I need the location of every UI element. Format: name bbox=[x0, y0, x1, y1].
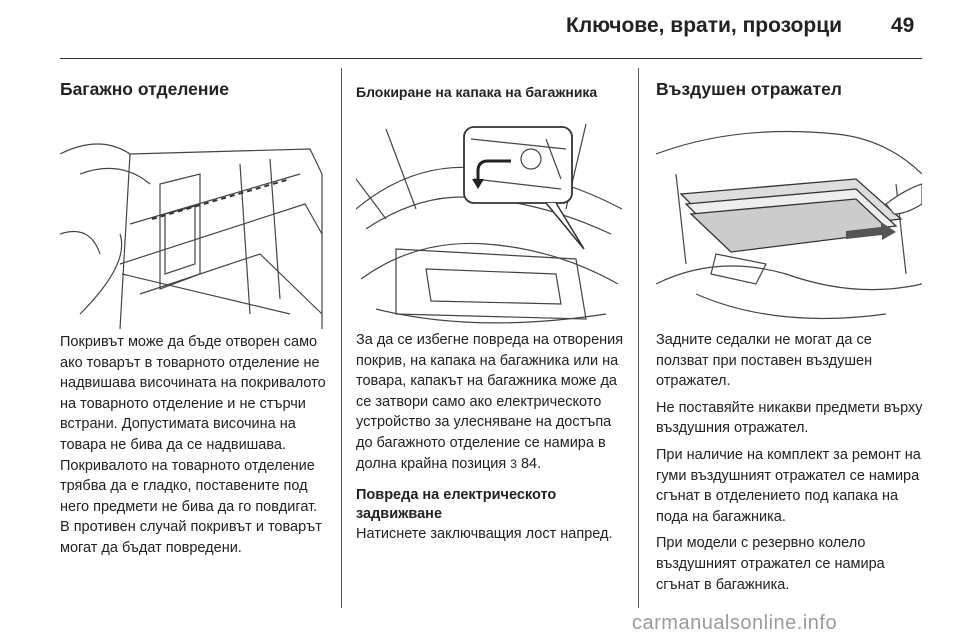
watermark: carmanualsonline.info bbox=[632, 612, 838, 634]
page-number: 49 bbox=[891, 14, 915, 37]
page-header-title: Ключове, врати, прозорци bbox=[566, 14, 843, 37]
section-wind-deflector-body bbox=[656, 330, 926, 601]
page-reference[interactable]: 84. bbox=[520, 455, 542, 472]
header-rule bbox=[60, 58, 922, 59]
paragraph: При наличие на комплект за ремонт на гуми въздушният отражател се намира сгънат в отделението под капака на пода на багажника. bbox=[656, 446, 921, 525]
paragraph: Натиснете заключващия лост напред. bbox=[356, 526, 613, 543]
trunk-cover-illustration-icon bbox=[60, 114, 326, 329]
section-title: Багажно отделение bbox=[60, 79, 229, 99]
column-divider-1 bbox=[341, 68, 342, 608]
wind-deflector-illustration-icon bbox=[656, 114, 922, 329]
section-title: Блокиране на капака на багажника bbox=[356, 84, 598, 100]
paragraph bbox=[356, 330, 626, 474]
section-trunk-lid-lock bbox=[356, 68, 626, 339]
section-title: Въздушен отражател bbox=[656, 79, 842, 99]
section-trunk-body bbox=[60, 332, 330, 565]
section-trunk-lid-lock-body bbox=[356, 330, 626, 551]
section-wind-deflector bbox=[656, 68, 926, 334]
trunk-lid-lock-illustration-icon bbox=[356, 119, 622, 334]
paragraph: Не поставяйте никакви предмети върху въздушния отражател. bbox=[656, 399, 923, 437]
column-divider-2 bbox=[638, 68, 639, 608]
paragraph: Задните седалки не могат да се ползват при поставен въздушен отражател. bbox=[656, 332, 873, 390]
paragraph-text: За да се избегне повреда на отворения покрив, на капака на багажника или на товара, капакът на багажника може да се затвори само ако електрическото устройство за улесняване на достъпа до багажното отделение се намира в долна крайна позиция bbox=[356, 332, 624, 472]
paragraph: Покривът може да бъде отворен само ако товарът в товарното отделение не надвишава височината на покривалото на товарното отделение и не стърчи встрани. Допустимата височина на товара не бива да се надвишава. Покривалото на товарното отделение трябва да е гладко, поставените под него предмети не бива да го повдигат. В противен случай покривът и товарът могат да бъдат повредени. bbox=[60, 334, 326, 556]
page-reference-arrow-icon: 3 bbox=[510, 456, 517, 471]
subheading: Повреда на електрическото задвижване bbox=[356, 487, 557, 523]
section-trunk bbox=[60, 68, 330, 334]
paragraph: При модели с резервно колело въздушният отражател се намира сгънат в багажника. bbox=[656, 535, 885, 593]
